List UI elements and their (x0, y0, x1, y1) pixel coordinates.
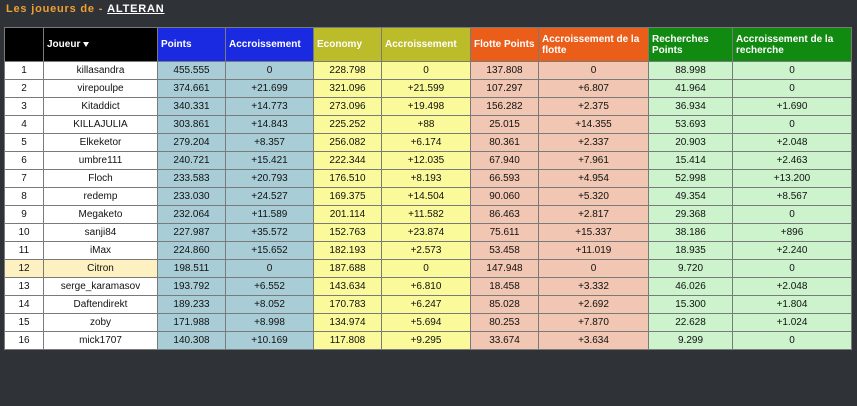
research-growth-cell: 0 (733, 62, 852, 80)
research-cell: 49.354 (649, 188, 733, 206)
player-name-link[interactable]: virepoulpe (44, 80, 158, 98)
fleet-growth-cell: +15.337 (539, 224, 649, 242)
rank-cell: 7 (5, 170, 44, 188)
sort-down-icon (83, 42, 89, 47)
header-rank (5, 28, 44, 62)
fleet-cell: 53.458 (471, 242, 539, 260)
research-growth-cell: +2.048 (733, 134, 852, 152)
fleet-growth-cell: 0 (539, 62, 649, 80)
player-name-link[interactable]: Kitaddict (44, 98, 158, 116)
research-cell: 46.026 (649, 278, 733, 296)
research-cell: 18.935 (649, 242, 733, 260)
points-growth-cell: +11.589 (226, 206, 314, 224)
fleet-growth-cell: +11.019 (539, 242, 649, 260)
fleet-growth-cell: 0 (539, 260, 649, 278)
table-row (5, 224, 852, 242)
points-growth-cell: +24.527 (226, 188, 314, 206)
points-cell: 189.233 (158, 296, 226, 314)
points-cell: 303.861 (158, 116, 226, 134)
table-row (5, 314, 852, 332)
research-cell: 9.720 (649, 260, 733, 278)
fleet-growth-cell: +7.961 (539, 152, 649, 170)
research-cell: 22.628 (649, 314, 733, 332)
research-growth-cell: +13.200 (733, 170, 852, 188)
player-name-link[interactable]: KILLAJULIA (44, 116, 158, 134)
alliance-name-link[interactable]: ALTERAN (107, 3, 165, 15)
fleet-growth-cell: +3.634 (539, 332, 649, 350)
player-name-link[interactable]: redemp (44, 188, 158, 206)
economy-growth-cell: +6.810 (382, 278, 471, 296)
research-growth-cell: 0 (733, 116, 852, 134)
points-cell: 198.511 (158, 260, 226, 278)
fleet-growth-cell: +2.337 (539, 134, 649, 152)
research-growth-cell: +2.240 (733, 242, 852, 260)
points-cell: 224.860 (158, 242, 226, 260)
research-cell: 29.368 (649, 206, 733, 224)
table-row (5, 242, 852, 260)
points-growth-cell: 0 (226, 62, 314, 80)
economy-cell: 169.375 (314, 188, 382, 206)
table-row (5, 134, 852, 152)
economy-growth-cell: 0 (382, 62, 471, 80)
economy-cell: 134.974 (314, 314, 382, 332)
economy-cell: 201.114 (314, 206, 382, 224)
header-fleet-growth[interactable]: Accroissement de la flotte (539, 28, 649, 62)
header-economy-growth[interactable]: Accroissement (382, 28, 471, 62)
fleet-cell: 107.297 (471, 80, 539, 98)
fleet-cell: 137.808 (471, 62, 539, 80)
rank-cell: 11 (5, 242, 44, 260)
research-cell: 88.998 (649, 62, 733, 80)
points-cell: 233.030 (158, 188, 226, 206)
research-growth-cell: +2.048 (733, 278, 852, 296)
economy-growth-cell: +9.295 (382, 332, 471, 350)
points-growth-cell: +6.552 (226, 278, 314, 296)
fleet-cell: 75.611 (471, 224, 539, 242)
fleet-growth-cell: +14.355 (539, 116, 649, 134)
rank-cell: 15 (5, 314, 44, 332)
fleet-growth-cell: +5.320 (539, 188, 649, 206)
player-name-link[interactable]: sanji84 (44, 224, 158, 242)
fleet-cell: 90.060 (471, 188, 539, 206)
points-growth-cell: +15.421 (226, 152, 314, 170)
table-row (5, 278, 852, 296)
economy-cell: 143.634 (314, 278, 382, 296)
table-header-row (5, 28, 852, 62)
economy-growth-cell: +12.035 (382, 152, 471, 170)
points-growth-cell: +10.169 (226, 332, 314, 350)
page-title (6, 3, 165, 17)
player-name-link[interactable]: killasandra (44, 62, 158, 80)
economy-growth-cell: +21.599 (382, 80, 471, 98)
research-growth-cell: +1.804 (733, 296, 852, 314)
table-row (5, 62, 852, 80)
economy-growth-cell: +8.193 (382, 170, 471, 188)
table-row (5, 188, 852, 206)
points-cell: 140.308 (158, 332, 226, 350)
economy-cell: 176.510 (314, 170, 382, 188)
research-cell: 20.903 (649, 134, 733, 152)
research-cell: 36.934 (649, 98, 733, 116)
table-row (5, 170, 852, 188)
economy-cell: 187.688 (314, 260, 382, 278)
player-name-link[interactable]: Floch (44, 170, 158, 188)
points-cell: 232.064 (158, 206, 226, 224)
header-research-growth[interactable]: Accroissement de la recherche (733, 28, 852, 62)
points-growth-cell: +8.052 (226, 296, 314, 314)
economy-growth-cell: +5.694 (382, 314, 471, 332)
research-cell: 15.300 (649, 296, 733, 314)
points-cell: 455.555 (158, 62, 226, 80)
fleet-cell: 67.940 (471, 152, 539, 170)
player-name-link[interactable]: Elkeketor (44, 134, 158, 152)
research-growth-cell: 0 (733, 332, 852, 350)
header-fleet[interactable]: Flotte Points (471, 28, 539, 62)
rank-cell: 9 (5, 206, 44, 224)
points-cell: 193.792 (158, 278, 226, 296)
research-growth-cell: 0 (733, 260, 852, 278)
player-name-link[interactable]: serge_karamasov (44, 278, 158, 296)
points-cell: 227.987 (158, 224, 226, 242)
rank-cell: 4 (5, 116, 44, 134)
economy-growth-cell: +6.247 (382, 296, 471, 314)
economy-growth-cell: 0 (382, 260, 471, 278)
economy-growth-cell: +14.504 (382, 188, 471, 206)
fleet-cell: 33.674 (471, 332, 539, 350)
points-cell: 279.204 (158, 134, 226, 152)
economy-cell: 228.798 (314, 62, 382, 80)
economy-growth-cell: +88 (382, 116, 471, 134)
rank-cell: 12 (5, 260, 44, 278)
fleet-cell: 86.463 (471, 206, 539, 224)
rank-cell: 10 (5, 224, 44, 242)
points-growth-cell: +35.572 (226, 224, 314, 242)
economy-growth-cell: +11.582 (382, 206, 471, 224)
fleet-growth-cell: +3.332 (539, 278, 649, 296)
economy-cell: 170.783 (314, 296, 382, 314)
fleet-cell: 80.361 (471, 134, 539, 152)
points-cell: 240.721 (158, 152, 226, 170)
fleet-growth-cell: +2.692 (539, 296, 649, 314)
research-cell: 9.299 (649, 332, 733, 350)
header-research[interactable]: Recherches Points (649, 28, 733, 62)
table-row (5, 260, 852, 278)
table-row (5, 80, 852, 98)
players-table-body (5, 62, 852, 350)
player-name-link[interactable]: Daftendirekt (44, 296, 158, 314)
economy-growth-cell: +23.874 (382, 224, 471, 242)
economy-cell: 182.193 (314, 242, 382, 260)
economy-cell: 256.082 (314, 134, 382, 152)
economy-cell: 321.096 (314, 80, 382, 98)
economy-cell: 273.096 (314, 98, 382, 116)
research-cell: 15.414 (649, 152, 733, 170)
fleet-cell: 18.458 (471, 278, 539, 296)
research-growth-cell: 0 (733, 80, 852, 98)
header-player[interactable] (44, 28, 158, 62)
research-growth-cell: +2.463 (733, 152, 852, 170)
header-economy[interactable]: Economy (314, 28, 382, 62)
rank-cell: 6 (5, 152, 44, 170)
economy-growth-cell: +6.174 (382, 134, 471, 152)
research-cell: 41.964 (649, 80, 733, 98)
fleet-growth-cell: +2.375 (539, 98, 649, 116)
economy-growth-cell: +2.573 (382, 242, 471, 260)
player-name-link[interactable]: umbre111 (44, 152, 158, 170)
header-points[interactable]: Points (158, 28, 226, 62)
rank-cell: 5 (5, 134, 44, 152)
points-growth-cell: +14.773 (226, 98, 314, 116)
header-points-growth[interactable]: Accroissement (226, 28, 314, 62)
player-name-link[interactable]: Citron (44, 260, 158, 278)
fleet-cell: 80.253 (471, 314, 539, 332)
points-growth-cell: +21.699 (226, 80, 314, 98)
players-table (4, 27, 852, 350)
rank-cell: 3 (5, 98, 44, 116)
economy-cell: 222.344 (314, 152, 382, 170)
research-growth-cell: +1.024 (733, 314, 852, 332)
rank-cell: 16 (5, 332, 44, 350)
economy-growth-cell: +19.498 (382, 98, 471, 116)
fleet-cell: 25.015 (471, 116, 539, 134)
player-name-link[interactable]: mick1707 (44, 332, 158, 350)
research-cell: 52.998 (649, 170, 733, 188)
fleet-cell: 66.593 (471, 170, 539, 188)
fleet-growth-cell: +6.807 (539, 80, 649, 98)
points-growth-cell: +15.652 (226, 242, 314, 260)
economy-cell: 225.252 (314, 116, 382, 134)
fleet-cell: 147.948 (471, 260, 539, 278)
points-growth-cell: 0 (226, 260, 314, 278)
economy-cell: 117.808 (314, 332, 382, 350)
points-cell: 171.988 (158, 314, 226, 332)
research-growth-cell: +896 (733, 224, 852, 242)
rank-cell: 14 (5, 296, 44, 314)
rank-cell: 13 (5, 278, 44, 296)
table-row (5, 152, 852, 170)
points-cell: 374.661 (158, 80, 226, 98)
research-growth-cell: +8.567 (733, 188, 852, 206)
header-player-label: Joueur (47, 39, 81, 50)
research-cell: 53.693 (649, 116, 733, 134)
fleet-cell: 156.282 (471, 98, 539, 116)
title-prefix: Les joueurs de - (6, 3, 104, 15)
fleet-growth-cell: +7.870 (539, 314, 649, 332)
points-growth-cell: +14.843 (226, 116, 314, 134)
research-growth-cell: 0 (733, 206, 852, 224)
research-growth-cell: +1.690 (733, 98, 852, 116)
fleet-cell: 85.028 (471, 296, 539, 314)
points-growth-cell: +20.793 (226, 170, 314, 188)
table-row (5, 332, 852, 350)
fleet-growth-cell: +2.817 (539, 206, 649, 224)
points-growth-cell: +8.998 (226, 314, 314, 332)
table-row (5, 116, 852, 134)
table-row (5, 296, 852, 314)
rank-cell: 1 (5, 62, 44, 80)
rank-cell: 8 (5, 188, 44, 206)
points-cell: 233.583 (158, 170, 226, 188)
points-cell: 340.331 (158, 98, 226, 116)
player-name-link[interactable]: Megaketo (44, 206, 158, 224)
economy-cell: 152.763 (314, 224, 382, 242)
table-row (5, 206, 852, 224)
fleet-growth-cell: +4.954 (539, 170, 649, 188)
points-growth-cell: +8.357 (226, 134, 314, 152)
player-name-link[interactable]: zoby (44, 314, 158, 332)
table-row (5, 98, 852, 116)
rank-cell: 2 (5, 80, 44, 98)
player-name-link[interactable]: iMax (44, 242, 158, 260)
research-cell: 38.186 (649, 224, 733, 242)
